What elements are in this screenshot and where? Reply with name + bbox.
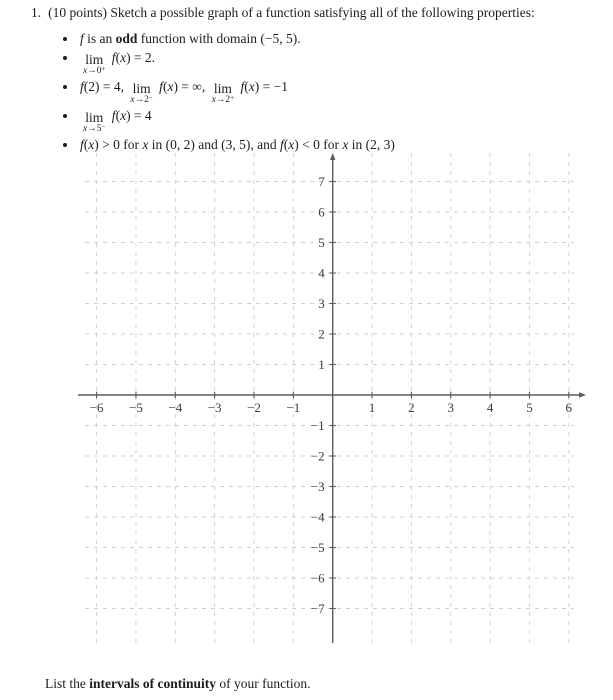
x-tick-label: 1 [368, 400, 376, 415]
text-run: x [120, 50, 127, 65]
x-tick-label: 6 [565, 400, 573, 415]
axes [78, 153, 586, 643]
limit-notation: lim x→2− [130, 81, 153, 105]
bullet-item [78, 49, 607, 76]
text-run: ) > 0 for [94, 137, 143, 152]
x-tick-label: 3 [447, 400, 454, 415]
text-run: x [342, 137, 349, 152]
x-tick-label: −1 [286, 400, 301, 415]
text-run: ( [115, 50, 121, 65]
y-tick-label: 4 [318, 265, 325, 281]
y-tick-label: 6 [318, 204, 325, 220]
text-run: ) = ∞, [173, 79, 209, 94]
text-run: ( [115, 108, 121, 123]
text-run: f [80, 79, 84, 94]
text-run: ) < 0 for [294, 137, 343, 152]
x-tick-label: −5 [129, 400, 143, 415]
text-run: x [248, 79, 255, 94]
text-run: odd [115, 31, 138, 46]
text-run: f [159, 79, 163, 94]
text-run: in (2, 3) [348, 137, 395, 152]
text-run: ( [283, 137, 289, 152]
text-run: ) = 4 [126, 108, 152, 123]
x-tick-label: 4 [486, 400, 494, 415]
coordinate-grid [0, 145, 613, 657]
text-run: f [80, 137, 84, 152]
y-tick-label: 3 [318, 296, 325, 311]
x-tick-label: −2 [247, 400, 261, 415]
grid-lines [85, 153, 574, 643]
problem-intro: (10 points) Sketch a possible graph of a function satisfying all of the following properties: [48, 5, 535, 20]
bullet-item [78, 78, 607, 105]
y-tick-label: −4 [310, 509, 325, 525]
text-run: ( [244, 79, 249, 94]
x-tick-label: −3 [207, 400, 222, 415]
text-run: f [111, 50, 116, 65]
x-tick-label: −6 [89, 400, 104, 415]
x-axis-arrow-icon [579, 392, 586, 397]
text-run: f [111, 108, 116, 123]
text-run: List the [45, 675, 90, 691]
bullet-item [78, 107, 607, 134]
text-run: intervals of continuity [89, 675, 216, 691]
text-run: is an [83, 31, 116, 46]
text-run: (2) = 4, [83, 79, 128, 94]
bullet-item [78, 30, 607, 47]
text-run: x [120, 108, 127, 123]
y-tick-label: −7 [310, 601, 325, 616]
text-run: f [80, 31, 84, 46]
property-list [31, 30, 607, 153]
text-run: f [279, 137, 284, 152]
limit-notation: • lim x→0+ [83, 52, 106, 76]
text-run: x [167, 79, 174, 94]
limit-notation: lim x→2+ [211, 81, 235, 105]
y-tick-label: −3 [310, 479, 325, 494]
text-run: function with domain (−5, 5). [137, 31, 301, 46]
text-run: ) = 2. [126, 50, 156, 65]
problem-number: 1. [31, 5, 42, 20]
x-tick-label: 2 [408, 400, 415, 415]
y-tick-label: 2 [318, 326, 325, 342]
text-run: in (0, 2) and (3, 5), and [148, 137, 280, 152]
text-run: ) = −1 [254, 79, 288, 94]
limit-notation: • lim x→5− [83, 110, 106, 134]
x-tick-label: −4 [168, 400, 183, 415]
text-run: f [240, 79, 245, 94]
y-tick-label: −6 [310, 570, 325, 586]
y-tick-label: 1 [318, 357, 325, 372]
text-run: x [142, 137, 149, 152]
y-tick-label: 5 [318, 235, 325, 250]
x-tick-label: 5 [526, 400, 533, 415]
y-axis-arrow-icon [330, 153, 335, 160]
y-tick-label: 7 [318, 174, 325, 189]
text-run: x [288, 137, 295, 152]
text-run: ( [83, 137, 89, 152]
footer-instruction [45, 676, 310, 692]
text-run: of your function. [216, 675, 311, 691]
problem-statement [31, 4, 607, 155]
y-tick-label: −2 [310, 448, 325, 464]
text-run: ( [162, 79, 168, 94]
y-tick-label: −1 [310, 418, 325, 433]
text-run: x [88, 137, 95, 152]
y-tick-label: −5 [310, 540, 325, 555]
